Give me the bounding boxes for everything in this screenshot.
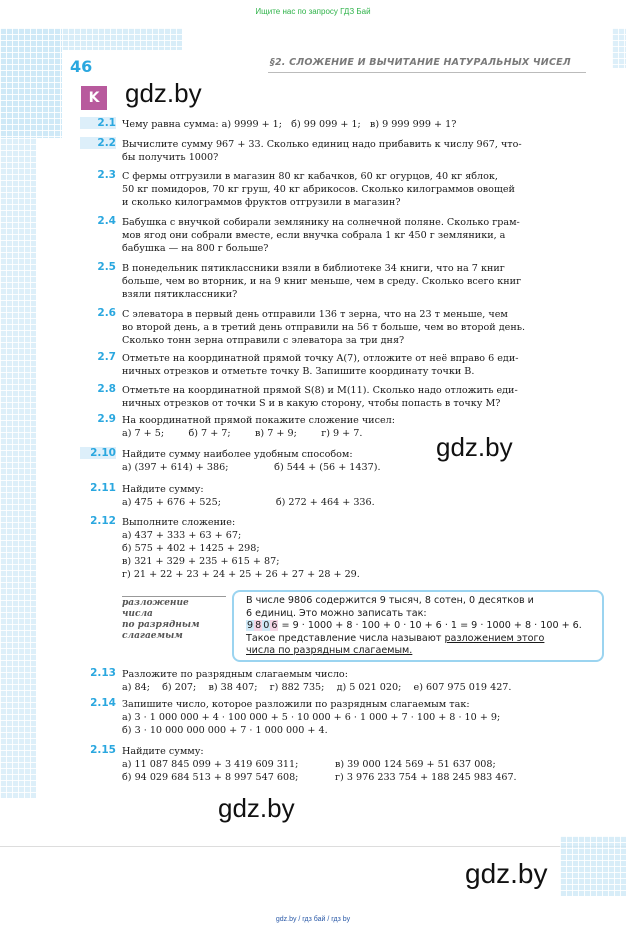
task-number: 2.9 (97, 413, 116, 425)
definition-line: 6 единиц. Это можно записать так: (246, 607, 427, 619)
side-term-line: разложение (122, 598, 189, 608)
watermark-middle: gdz.by (436, 432, 513, 462)
task-line: б) 94 029 684 513 + 8 997 547 608; г) 3 976 233 754 + 188 245 983 467. (122, 772, 517, 783)
task-line: Сколько тонн зерна отправили с элеватора за три дня? (122, 335, 405, 346)
task-number: 2.5 (97, 261, 116, 273)
task-number: 2.12 (90, 515, 116, 527)
task-text (122, 448, 592, 474)
task-line: г) 21 + 22 + 23 + 24 + 25 + 26 + 27 + 28 + 29. (122, 569, 360, 580)
task-number: 2.11 (90, 482, 116, 494)
task-number: 2.13 (90, 667, 116, 679)
task-text (122, 216, 592, 255)
page-number: 46 (70, 57, 93, 76)
digit-tens: 0 (263, 620, 270, 631)
task-text (122, 745, 592, 784)
side-term-line: слагаемым (122, 631, 183, 641)
task-text (122, 414, 592, 440)
task-line: 50 кг помидоров, 70 кг груш, 40 кг абрикосов. Сколько килограммов овощей (122, 184, 515, 195)
task-line: взяли пятиклассники? (122, 289, 238, 300)
task-line: б) 575 + 402 + 1425 + 298; (122, 543, 260, 554)
task-number: 2.4 (97, 215, 116, 227)
digit-thousands: 9 (247, 620, 254, 631)
task-number: 2.1 (80, 117, 116, 129)
task-line: На координатной прямой покажите сложение чисел: (122, 415, 395, 426)
task-line: С элеватора в первый день отправили 136 т зерна, что на 23 т меньше, чем (122, 309, 508, 320)
task-text (122, 698, 592, 737)
task-line: Выполните сложение: (122, 517, 236, 528)
definition-term: разложением этого (444, 632, 545, 644)
definition-box (232, 590, 604, 662)
task-line: Отметьте на координатной прямой точку A(7), отложите от неё вправо 6 еди- (122, 353, 519, 364)
task-line: больше, чем во вторник, и на 9 книг меньше, чем в среду. Сколько всего книг (122, 276, 522, 287)
task-number: 2.8 (97, 383, 116, 395)
task-line: ничных отрезков от точки S и в какую сторону, чтобы попасть в точку M? (122, 398, 501, 409)
task-line: Чему равна сумма: а) 9999 + 1; б) 99 099 + 1; в) 9 999 999 + 1? (122, 119, 457, 130)
definition-line (246, 633, 590, 646)
task-number: 2.3 (97, 169, 116, 181)
task-line: а) 84; б) 207; в) 38 407; г) 882 735; д) 5 021 020; е) 607 975 019 427. (122, 682, 512, 693)
decor-left-column (0, 138, 36, 798)
task-line: а) 7 + 5; б) 7 + 7; в) 7 + 9; г) 9 + 7. (122, 428, 363, 439)
task-text (122, 308, 592, 347)
footer-links[interactable]: gdz.by / гдз бай / гдз by (275, 916, 351, 923)
task-number: 2.7 (97, 351, 116, 363)
task-line: Бабушка с внучкой собирали землянику на солнечной поляне. Сколько грам- (122, 217, 520, 228)
task-text (122, 352, 592, 378)
task-line: а) 475 + 676 + 525; б) 272 + 464 + 336. (122, 497, 375, 508)
task-text (122, 262, 592, 301)
task-line: а) 437 + 333 + 63 + 67; (122, 530, 242, 541)
task-number: 2.15 (90, 744, 116, 756)
task-line: Найдите сумму: (122, 484, 204, 495)
top-note: Ищите нас по запросу ГДЗ Бай (255, 7, 371, 16)
definition-line: В числе 9806 содержится 9 тысяч, 8 сотен, 0 десятков и (246, 595, 534, 606)
side-term-rule (122, 596, 226, 597)
task-line: Найдите сумму наиболее удобным способом: (122, 449, 353, 460)
task-number: 2.2 (80, 137, 116, 149)
task-line: Отметьте на координатной прямой S(8) и M(11). Сколько надо отложить еди- (122, 385, 518, 396)
definition-expression (246, 620, 590, 633)
side-term-line: числа (122, 609, 153, 619)
task-line: а) 3 · 1 000 000 + 4 · 100 000 + 5 · 10 000 + 6 · 1 000 + 7 · 100 + 8 · 10 + 9; (122, 712, 501, 723)
task-line: ничных отрезков и отметьте точку B. Запишите координату точки B. (122, 366, 475, 377)
task-line: В понедельник пятиклассники взяли в библиотеке 34 книги, что на 7 книг (122, 263, 505, 274)
digit-units: 6 (271, 620, 278, 631)
task-line: а) (397 + 614) + 386; б) 544 + (56 + 1437). (122, 462, 381, 473)
task-line: Разложите по разрядным слагаемым число: (122, 669, 348, 680)
task-line: Найдите сумму: (122, 746, 204, 757)
puzzle-badge-icon: K (81, 86, 107, 110)
task-text (122, 118, 592, 131)
task-line: в) 321 + 329 + 235 + 615 + 87; (122, 556, 280, 567)
definition-text: Такое представление числа называют (246, 632, 445, 644)
task-line: С фермы отгрузили в магазин 80 кг кабачков, 60 кг огурцов, 40 кг яблок, (122, 171, 498, 182)
task-text (122, 170, 592, 209)
task-line: Вычислите сумму 967 + 33. Сколько единиц надо прибавить к числу 967, что- (122, 139, 522, 150)
task-text (122, 483, 592, 509)
task-line: бы получить 1000? (122, 152, 219, 163)
expansion-text: = 9 · 1000 + 8 · 100 + 0 · 10 + 6 · 1 = 9 · 1000 + 8 · 100 + 6. (278, 620, 582, 631)
header-rule (268, 72, 586, 73)
side-term-line: по разрядным (122, 620, 200, 630)
task-number: 2.6 (97, 307, 116, 319)
decor-bottom-right (560, 836, 626, 896)
digit-hundreds: 8 (255, 620, 262, 631)
task-text (122, 138, 592, 164)
watermark-top: gdz.by (125, 78, 202, 108)
task-line: мов ягод они собрали вместе, если внучка собрала 1 кг 450 г земляники, а (122, 230, 506, 241)
task-number: 2.10 (80, 447, 116, 459)
decor-left-top (0, 28, 62, 138)
decor-right-edge (612, 28, 626, 68)
task-number: 2.14 (90, 697, 116, 709)
section-header: §2. СЛОЖЕНИЕ И ВЫЧИТАНИЕ НАТУРАЛЬНЫХ ЧИСЕЛ (270, 57, 571, 68)
decor-header-strip (62, 28, 182, 50)
task-text (122, 668, 592, 694)
task-line: а) 11 087 845 099 + 3 419 609 311; в) 39 000 124 569 + 51 637 008; (122, 759, 496, 770)
task-text (122, 384, 592, 410)
watermark-bottom: gdz.by (218, 793, 295, 823)
task-line: Запишите число, которое разложили по разрядным слагаемым так: (122, 699, 470, 710)
side-term (122, 598, 222, 642)
task-line: б) 3 · 10 000 000 000 + 7 · 1 000 000 + 4. (122, 725, 328, 736)
task-line: во второй день, а в третий день отправили на 56 т больше, чем во второй день. (122, 322, 525, 333)
task-text (122, 516, 592, 581)
watermark-corner: gdz.by (465, 858, 548, 889)
definition-line: числа по разрядным слагаемым. (246, 645, 413, 656)
task-line: и сколько килограммов фруктов отгрузили в магазин? (122, 197, 401, 208)
task-line: бабушка — на 800 г больше? (122, 243, 269, 254)
